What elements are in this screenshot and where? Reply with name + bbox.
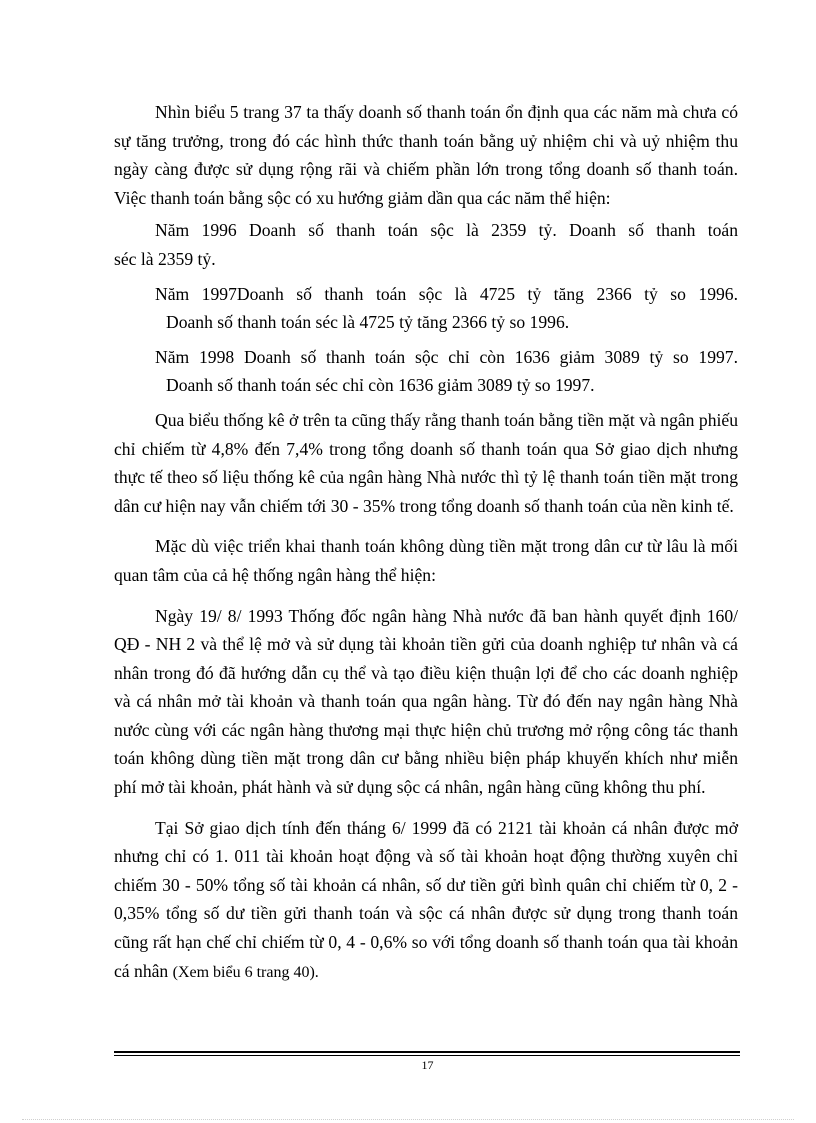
paragraph-deployment: Mặc dù việc triển khai thanh toán không dùng tiền mặt trong dân cư từ lâu là mối quan tâm của cả hệ thống ngân hàng thể hiện: — [114, 536, 738, 585]
paragraph-decision-1993: Ngày 19/ 8/ 1993 Thống đốc ngân hàng Nhà nước đã ban hành quyết định 160/ QĐ - NH 2 và thể lệ mở và sử dụng tài khoản tiền gửi của doanh nghiệp tư nhân và cá nhân trong đó đã hướng dẫn cụ thể và tạo điều kiện thuận lợi để cho các doanh nghiệp và cá nhân mở tài khoản và thanh toán qua ngân hàng. Từ đó đến nay ngân hàng Nhà nước cùng với các ngân hàng thương mại thực hiện chủ trương mở rộng công tác thanh toán không dùng tiền mặt trong dân cư bằng nhiều biện pháp khuyến khích như miễn phí mở tài khoản, phát hành và sử dụng sộc cá nhân, ngân hàng cũng không thu phí. — [114, 605, 738, 798]
year-1997-text: Năm 1997Doanh số thanh toán sộc là 4725 tỷ tăng 2366 tỷ so 1996. — [155, 283, 738, 304]
footer-rule-thick — [114, 1051, 740, 1053]
footer-rule-thin — [114, 1055, 740, 1056]
paragraph-year-1998-line1 — [114, 343, 738, 372]
paragraph-year-1998-line2: Doanh số thanh toán séc chỉ còn 1636 giảm 3089 tỷ so 1997. — [166, 375, 595, 396]
page-number: 17 — [421, 1058, 434, 1072]
paragraph-year-1996-line1 — [114, 216, 738, 245]
paragraph-year-1997-line2: Doanh số thanh toán séc là 4725 tỷ tăng 2366 tỷ so 1996. — [166, 312, 570, 333]
paragraph-intro: Nhìn biểu 5 trang 37 ta thấy doanh số thanh toán ổn định qua các năm mà chưa có sự tăng trưởng, trong đó các hình thức thanh toán bằng uỷ nhiệm chi và uỷ nhiệm thu ngày càng được sử dụng rộng rãi và chiếm phần lớn trong tổng doanh số thanh toán. Việc thanh toán bằng sộc có xu hướng giảm dần qua các năm thể hiện: — [114, 102, 738, 208]
paragraph-accounts-1999 — [114, 814, 738, 988]
year-1996-text: Năm 1996 Doanh số thanh toán sộc là 2359 tỷ. Doanh số thanh toán — [155, 220, 738, 241]
accounts-1999-text: Tại Sở giao dịch tính đến tháng 6/ 1999 đã có 2121 tài khoản cá nhân được mở nhưng chỉ có 1. 011 tài khoản hoạt động và số tài khoản hoạt động thường xuyên chỉ chiếm 30 - 50% tổng số tài khoản cá nhân, số dư tiền gửi bình quân chỉ chiếm từ 0, 2 - 0,35% tổng số dư tiền gửi thanh toán và sộc cá nhân được sử dụng trong thanh toán cũng rất hạn chế chỉ chiếm từ 0, 4 - 0,6% so với tổng doanh số thanh toán qua tài khoản cá nhân — [114, 817, 738, 981]
footer-rule — [114, 1051, 740, 1056]
page-body — [114, 98, 738, 991]
page-edge-divider — [22, 1119, 794, 1120]
paragraph-year-1997-line1 — [114, 280, 738, 309]
table-reference-note: (Xem biểu 6 trang 40). — [172, 963, 319, 981]
paragraph-year-1996-line2: séc là 2359 tỷ. — [114, 248, 216, 269]
paragraph-cash-statistics: Qua biểu thống kê ở trên ta cũng thấy rằng thanh toán bằng tiền mặt và ngân phiếu chỉ chiếm từ 4,8% đến 7,4% trong tổng doanh số thanh toán qua Sở giao dịch nhưng thực tế theo số liệu thống kê của ngân hàng Nhà nước thì tỷ lệ thanh toán tiền mặt trong dân cư hiện nay vẫn chiếm tới 30 - 35% trong tổng doanh số thanh toán của nền kinh tế. — [114, 409, 738, 516]
year-1998-text: Năm 1998 Doanh số thanh toán sộc chỉ còn 1636 giảm 3089 tỷ so 1997. — [155, 346, 738, 367]
